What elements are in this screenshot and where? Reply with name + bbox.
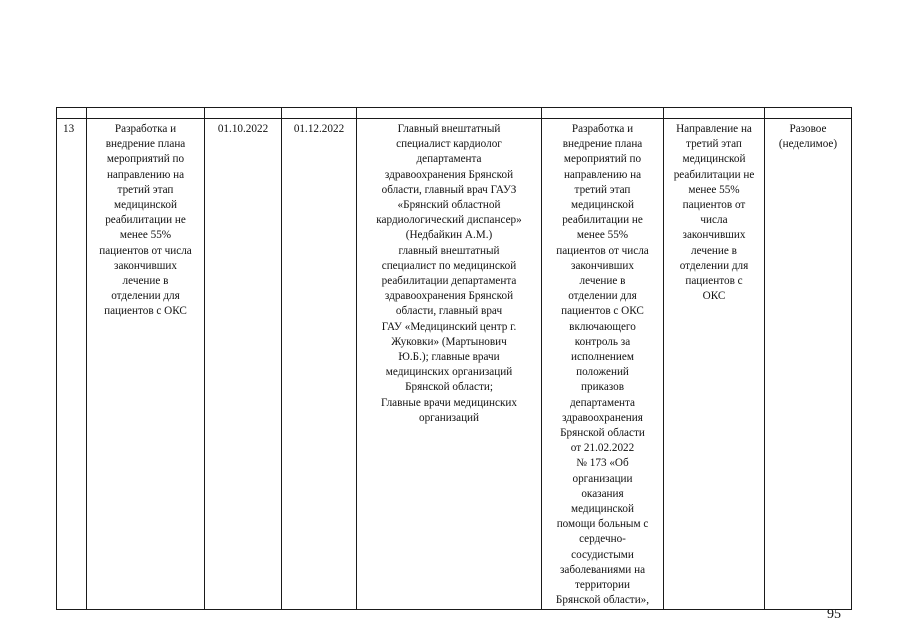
indicator-text: Направление на третий этап медицинской реабилитации не менее 55% пациентов от числа закончивших лечение в отделении для пациентов с ОКС xyxy=(673,123,755,303)
table-row xyxy=(57,119,852,610)
indicator-cell xyxy=(664,119,765,610)
type-cell xyxy=(765,119,852,610)
table-header-strip xyxy=(57,108,852,119)
end-date: 01.12.2022 xyxy=(293,123,345,135)
start-date: 01.10.2022 xyxy=(217,123,269,135)
event-text: Разработка и внедрение плана мероприятий по направлению на третий этап медицинской реабилитации не менее 55% пациентов от числа закончивших лечение в отделении для пациентов с ОКС xyxy=(99,123,192,318)
event-cell xyxy=(87,119,205,610)
row-number: 13 xyxy=(63,123,75,135)
type-text: Разовое (неделимое) xyxy=(778,123,838,151)
end-date-cell xyxy=(282,119,357,610)
start-date-cell xyxy=(205,119,282,610)
plan-table xyxy=(56,107,852,610)
result-cell xyxy=(542,119,664,610)
responsible-text: Главный внештатный специалист кардиолог департамента здравоохранения Брянской области, главный врач ГАУЗ «Брянский областной кардиологический диспансер» (Недбайкин А.М.) главный внештатный специалист по медицинской реабилитации департамента здравоохранения Брянской области, главный врач ГАУ «Медицинский центр г. Жуковки» (Мартынович Ю.Б.); главные врачи медицинских организаций Брянской области; Главные врачи медицинских организаций xyxy=(376,123,522,424)
page-number: 95 xyxy=(827,607,841,622)
row-number-cell xyxy=(57,119,87,610)
responsible-cell xyxy=(357,119,542,610)
result-text: Разработка и внедрение плана мероприятий по направлению на третий этап медицинской реабилитации не менее 55% пациентов от числа закончивших лечение в отделении для пациентов с ОКС включающего контроль за исполнением положений приказов департамента здравоохранения Брянской области от 21.02.2022 № 173 «Об организации оказания медицинской помощи больным с сердечно- сосудистыми заболеваниями на территории Брянской области», xyxy=(555,123,650,607)
